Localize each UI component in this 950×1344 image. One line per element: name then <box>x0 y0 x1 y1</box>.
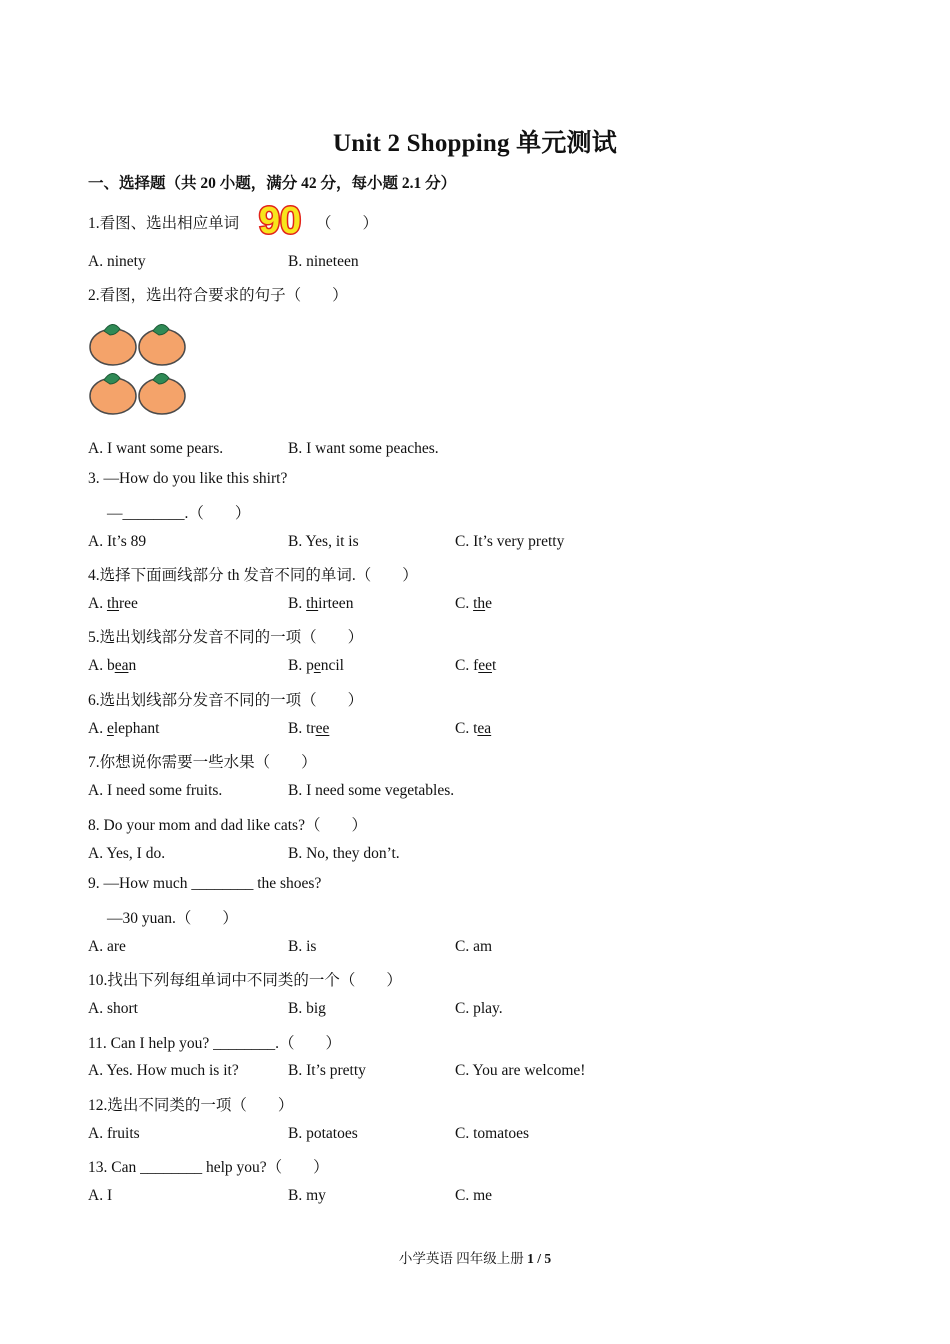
question-13-text: 13. Can ________ help you?（ ） <box>88 1159 329 1176</box>
question-6-option-c: C. tea <box>455 720 492 737</box>
question-5-option-c: C. feet <box>455 657 497 674</box>
question-9-option-c: C. am <box>455 938 493 955</box>
question-4-option-b: B. thirteen <box>288 595 354 612</box>
underlined-part: ee <box>478 657 493 674</box>
question-9-option-a: A. are <box>88 938 126 955</box>
question-4-option-c: C. the <box>455 595 493 612</box>
question-2-text: 2.看图，选出符合要求的句子（ ） <box>88 287 348 304</box>
question-12-option-a: A. fruits <box>88 1125 140 1142</box>
underlined-part: ee <box>315 720 330 737</box>
question-3-option-b: B. Yes, it is <box>288 533 359 550</box>
orange-icon <box>90 324 136 365</box>
question-11-option-c: C. You are welcome! <box>455 1062 586 1079</box>
question-8-option-a: A. Yes, I do. <box>88 845 166 862</box>
question-13-option-c: C. me <box>455 1187 493 1204</box>
question-2-option-b: B. I want some peaches. <box>288 440 439 457</box>
section-heading: 一、选择题（共 20 小题，满分 42 分，每小题 2.1 分） <box>88 175 457 192</box>
question-11-option-a: A. Yes. How much is it? <box>88 1062 239 1079</box>
question-1-option-b: B. nineteen <box>288 253 359 270</box>
question-10-text: 10.找出下列每组单词中不同类的一个（ ） <box>88 972 402 989</box>
question-5-option-a: A. bean <box>88 657 137 674</box>
question-8-option-b: B. No, they don’t. <box>288 845 400 862</box>
question-1 <box>88 211 239 233</box>
question-1-text: 1.看图、选出相应单词 <box>88 215 240 232</box>
question-7-option-a: A. I need some fruits. <box>88 782 223 799</box>
underlined-part: ea <box>477 720 492 737</box>
question-1-option-a: A. ninety <box>88 253 146 270</box>
question-12-option-b: B. potatoes <box>288 1125 358 1142</box>
question-6-text: 6.选出划线部分发音不同的一项（ ） <box>88 692 364 709</box>
question-10-option-a: A. short <box>88 1000 138 1017</box>
underlined-part: th <box>473 595 486 612</box>
question-9-answer-line: —30 yuan.（ ） <box>107 910 238 927</box>
page-number: 1 <box>527 1251 534 1266</box>
oranges-picture <box>86 317 190 421</box>
question-9-text: 9. —How much ________ the shoes? <box>88 875 322 892</box>
question-9-option-b: B. is <box>288 938 317 955</box>
question-4-option-a: A. three <box>88 595 138 612</box>
underlined-part: e <box>106 720 114 737</box>
question-11-option-b: B. It’s pretty <box>288 1062 366 1079</box>
question-12-option-c: C. tomatoes <box>455 1125 530 1142</box>
question-3-answer-line: —________.（ ） <box>107 505 251 522</box>
question-1-paren: （ ） <box>316 215 379 232</box>
footer-label: 小学英语 四年级上册 <box>398 1251 528 1266</box>
underlined-part: ea <box>114 657 129 674</box>
question-2-option-a: A. I want some pears. <box>88 440 224 457</box>
underlined-part: th <box>106 595 120 612</box>
underlined-part: e <box>313 657 321 674</box>
question-5-option-b: B. pencil <box>288 657 344 674</box>
question-6-option-b: B. tree <box>288 720 330 737</box>
question-3-option-c: C. It’s very pretty <box>455 533 565 550</box>
underlined-part: th <box>306 595 319 612</box>
question-3-option-a: A. It’s 89 <box>88 533 147 550</box>
question-10-option-b: B. big <box>288 1000 326 1017</box>
page-title: Unit 2 Shopping 单元测试 <box>333 130 617 157</box>
page-total: 5 <box>544 1251 552 1266</box>
question-10-option-c: C. play. <box>455 1000 503 1017</box>
question-13-option-b: B. my <box>288 1187 326 1204</box>
page-footer <box>0 1247 950 1267</box>
orange-icon <box>90 373 136 414</box>
number-90-text: 90 <box>258 200 302 240</box>
question-5-text: 5.选出划线部分发音不同的一项（ ） <box>88 629 364 646</box>
question-7-text: 7.你想说你需要一些水果（ ） <box>88 754 317 771</box>
question-4-text: 4.选择下面画线部分 th 发音不同的单词.（ ） <box>88 567 418 584</box>
number-90-picture <box>254 200 306 240</box>
question-3-text: 3. —How do you like this shirt? <box>88 470 288 487</box>
question-13-option-a: A. I <box>88 1187 113 1204</box>
question-8-text: 8. Do your mom and dad like cats?（ ） <box>88 817 367 834</box>
question-6-option-a: A. elephant <box>88 720 160 737</box>
orange-icon <box>139 324 185 365</box>
orange-icon <box>139 373 185 414</box>
question-7-option-b: B. I need some vegetables. <box>288 782 455 799</box>
page-separator: / <box>533 1251 545 1266</box>
question-12-text: 12.选出不同类的一项（ ） <box>88 1097 294 1114</box>
question-11-text: 11. Can I help you? ________.（ ） <box>88 1035 341 1052</box>
